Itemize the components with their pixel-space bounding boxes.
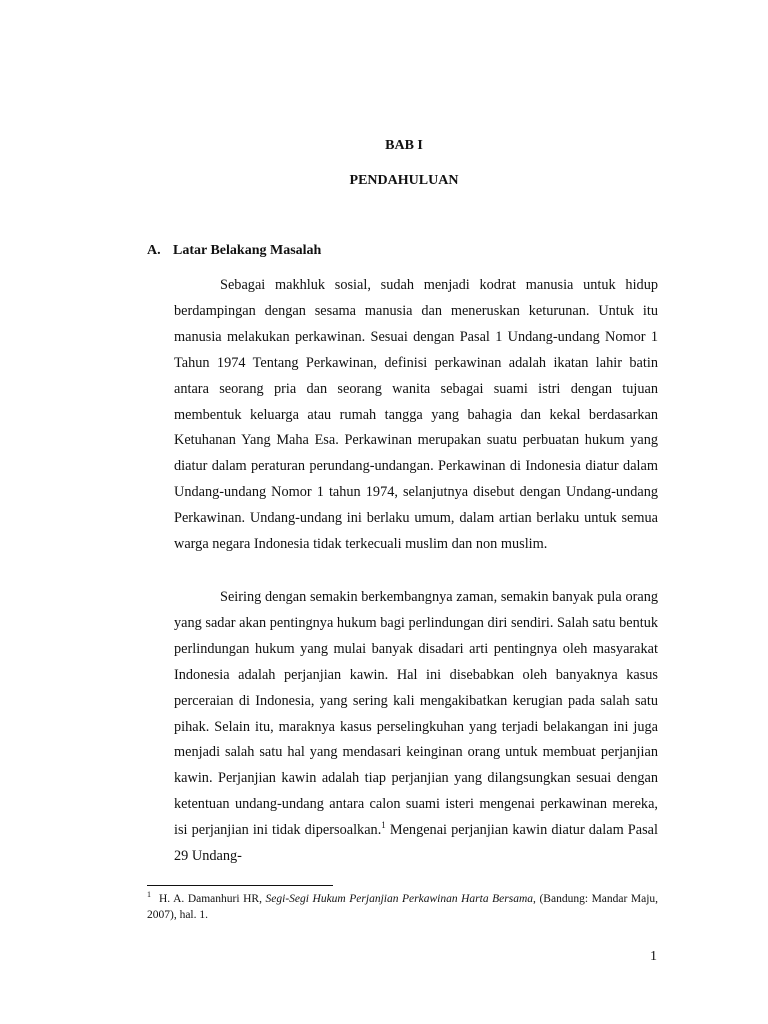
section-heading xyxy=(147,242,321,260)
footnote xyxy=(147,891,658,923)
section-title: Latar Belakang Masalah xyxy=(173,243,322,258)
footnote-number: 1 xyxy=(147,890,151,900)
footnote-divider xyxy=(147,885,333,886)
paragraph-2-tail: Mengenai perjanjian kawin diatur dalam Pasal 29 Undang- xyxy=(174,822,658,865)
footnote-reference: 1 xyxy=(381,820,386,831)
footnote-book-title: Segi-Segi Hukum Perjanjian Perkawinan Harta Bersama xyxy=(265,893,534,905)
paragraph-2-text: Seiring dengan semakin berkembangnya zaman, semakin banyak pula orang yang sadar akan pentingnya hukum bagi perlindungan diri sendiri. Salah satu bentuk perlindungan hukum yang mulai banyak disadari arti pentingnya oleh masyarakat Indonesia adalah perjanjian kawin. Hal ini disebabkan oleh banyaknya kasus perceraian di Indonesia, yang sering kali mengakibatkan kerugian pada salah satu pihak. Selain itu, maraknya kasus perselingkuhan yang terjadi belakangan ini juga menjadi salah satu hal yang mendasari keinginan orang untuk membuat perjanjian kawin. Perjanjian kawin adalah tiap perjanjian yang dilangsungkan sesuai dengan ketentuan undang-undang antara calon suami isteri mengenai perkawinan mereka, isi perjanjian ini tidak dipersoalkan. xyxy=(174,589,658,839)
footnote-publication: , (Bandung: Mandar Maju, 2007), hal. 1. xyxy=(147,893,659,921)
page-number: 1 xyxy=(650,949,657,964)
chapter-number: BAB I xyxy=(385,138,423,153)
paragraph-1: Sebagai makhluk sosial, sudah menjadi kodrat manusia untuk hidup berdampingan dengan sesama manusia dan meneruskan keturunan. Untuk itu manusia melakukan perkawinan. Sesuai dengan Pasal 1 Undang-undang Nomor 1 Tahun 1974 Tentang Perkawinan, definisi perkawinan adalah ikatan lahir batin antara seorang pria dan seorang wanita sebagai suami istri dengan tujuan membentuk keluarga atau rumah tangga yang bahagia dan kekal berdasarkan Ketuhanan Yang Maha Esa. Perkawinan merupakan suatu perbuatan hukum yang diatur dalam peraturan perundang-undangan. Perkawinan di Indonesia diatur dalam Undang-undang Nomor 1 tahun 1974, selanjutnya disebut dengan Undang-undang Perkawinan. Undang-undang ini berlaku umum, dalam artian berlaku untuk semua warga negara Indonesia tidak terkecuali muslim dan non muslim. xyxy=(174,277,658,553)
paragraph-2 xyxy=(174,585,658,870)
chapter-title: PENDAHULUAN xyxy=(349,173,459,188)
footnote-author: H. A. Damanhuri HR, xyxy=(159,893,262,905)
section-letter: A. xyxy=(147,243,161,258)
